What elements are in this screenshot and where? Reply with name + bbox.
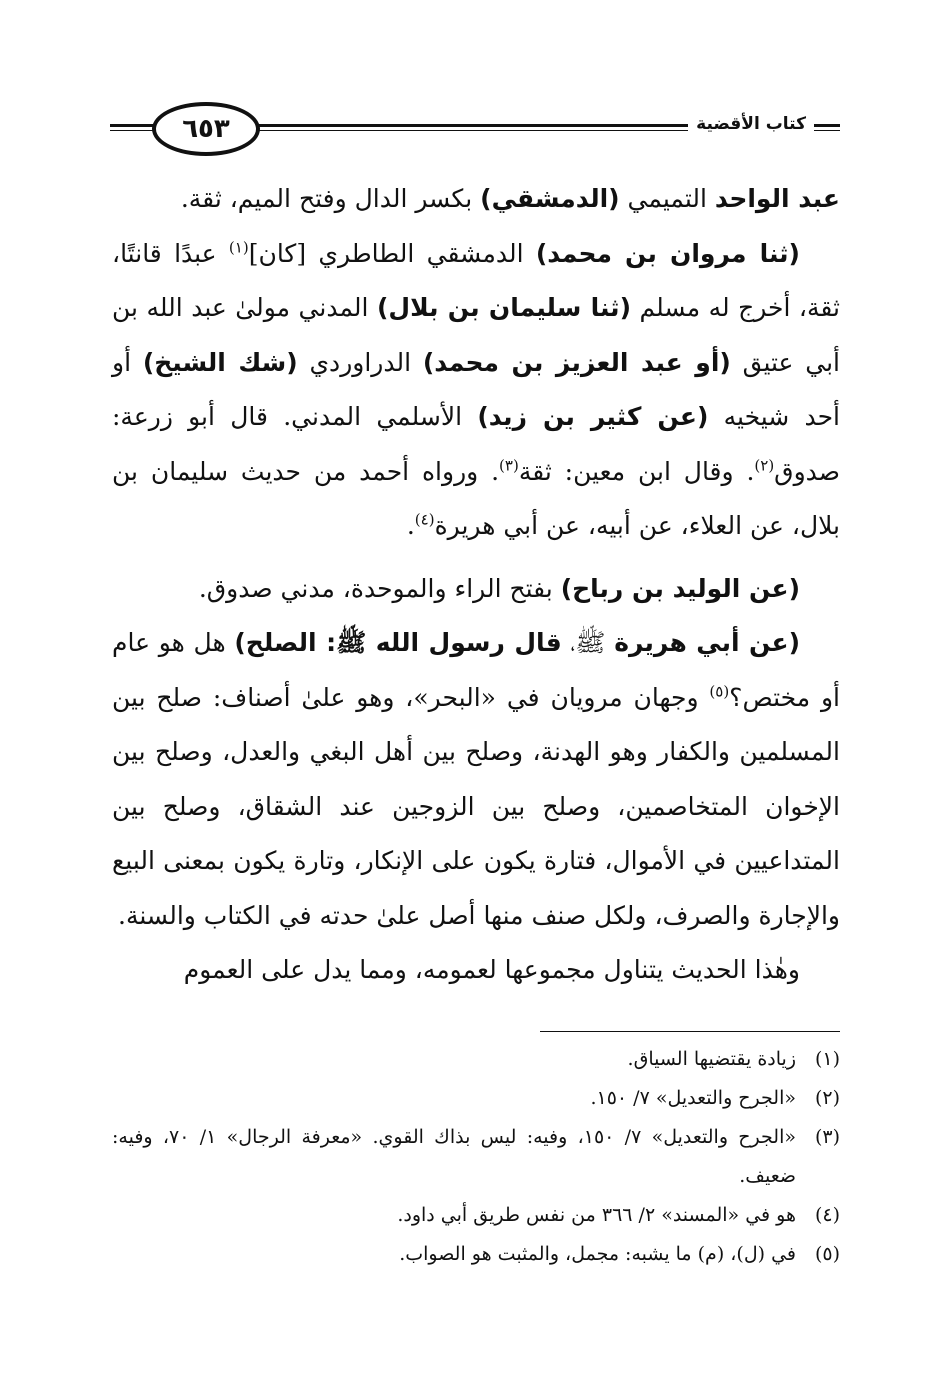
text-run: عبدًا قانتًا، ثقة، أخرج له مسلم <box>112 238 841 322</box>
bold-term: عبد الواحد <box>714 184 840 213</box>
paragraph-3 <box>112 562 840 617</box>
footnote-number: (٢) <box>814 1087 840 1109</box>
text-run: . <box>406 511 415 540</box>
footnote-number: (٣) <box>814 1126 840 1148</box>
footnote-number: (٥) <box>814 1243 840 1265</box>
paragraph-4 <box>112 616 840 943</box>
bold-term: (شك الشيخ) <box>142 347 298 377</box>
footnote-number: (٤) <box>814 1204 840 1226</box>
paragraph-1 <box>112 172 840 227</box>
bold-term: (عن الوليد بن رباح) <box>560 573 800 603</box>
footnotes <box>112 1040 840 1274</box>
footnote-ref[interactable]: (٤) <box>414 510 435 529</box>
footnote-item <box>112 1040 840 1079</box>
footnote-text: زيادة يقتضيها السياق. <box>627 1048 796 1070</box>
footnote-text: هو في «المسند» ٢/ ٣٦٦ من نفس طريق أبي داود. <box>397 1204 796 1226</box>
footnote-separator <box>540 1031 840 1032</box>
text-run: ورواه أحمد من حديث سليمان بن بلال، عن العلاء، عن أبيه، عن أبي هريرة <box>112 456 840 540</box>
text-run: الدراوردي <box>297 347 423 377</box>
footnote-ref[interactable]: (٣) <box>499 456 519 475</box>
bold-term: (ثنا سليمان بن بلال) <box>376 293 631 322</box>
running-head: كتاب الأقضية <box>688 114 814 134</box>
paragraph-5: وهٰذا الحديث يتناول مجموعها لعمومه، ومما يدل على العموم <box>183 955 800 984</box>
text-run: الدمشقي الطاطري [كان] <box>248 238 536 268</box>
footnote-text: في (ل)، (م) ما يشبه: مجمل، والمثبت هو الصواب. <box>399 1243 796 1265</box>
bold-term: (عن كثير بن زيد) <box>477 402 709 431</box>
footnote-ref[interactable]: (٢) <box>754 456 775 475</box>
footnote-ref[interactable]: (١) <box>228 238 249 257</box>
text-run: . <box>491 456 500 486</box>
text-run: بفتح الراء والموحدة، مدني صدوق. <box>198 573 561 603</box>
footnote-item <box>112 1235 840 1274</box>
main-text <box>112 172 840 998</box>
footnote-item <box>112 1079 840 1118</box>
text-run: أو أحد شيخيه <box>112 347 840 431</box>
text-run: الأسلمي المدني. قال أبو زرعة: صدوق <box>112 402 840 486</box>
text-run: هل هو عام أو مختص؟ <box>112 628 841 712</box>
bold-term: (عن أبي هريرة <box>614 628 801 657</box>
page-number-oval <box>152 102 260 156</box>
footnote-number: (١) <box>814 1048 840 1070</box>
footnote-text: «الجرح والتعديل» ٧/ ١٥٠. <box>590 1087 796 1109</box>
text-run: . وقال ابن معين: ثقة <box>518 456 755 486</box>
bold-term: (ثنا مروان بن محمد) <box>535 238 800 268</box>
footnote-item <box>112 1118 840 1196</box>
page-header <box>110 100 840 160</box>
footnote-text: «الجرح والتعديل» ٧/ ١٥٠، وفيه: ليس بذاك القوي. «معرفة الرجال» ١/ ٧٠، وفيه: ضعيف. <box>112 1126 796 1187</box>
page-number: ٦٥٣ <box>182 114 230 144</box>
text-run: وجهان مرويان في «البحر»، وهو علىٰ أصناف: صلح بين المسلمين والكفار وهو الهدنة، وصلح بين أهل البغي والعدل، وصلح بين الإخوان المتخاصمين، وصلح بين الزوجين عند الشقاق، وصلح بين المتداعيين في الأموال، فتارة يكون على الإنكار، وتارة يكون بمعنى البيع والإجارة والصرف، ولكل صنف منها أصل علىٰ حدته في الكتاب والسنة. <box>112 682 840 930</box>
footnote-item <box>112 1196 840 1235</box>
text-run: بكسر الدال وفتح الميم، ثقة. <box>180 184 481 213</box>
bold-term: قال رسول الله ﷺ: الصلح) <box>234 628 562 657</box>
text-run: المدني مولىٰ عبد الله بن أبي عتيق <box>112 293 840 377</box>
bold-term: (الدمشقي) <box>480 184 620 213</box>
text-run: ﷺ، <box>561 628 615 657</box>
paragraph-2 <box>112 227 840 554</box>
footnote-ref[interactable]: (٥) <box>709 682 730 701</box>
bold-term: (أو عبد العزيز بن محمد) <box>422 347 731 377</box>
text-run: التميمي <box>619 184 715 213</box>
